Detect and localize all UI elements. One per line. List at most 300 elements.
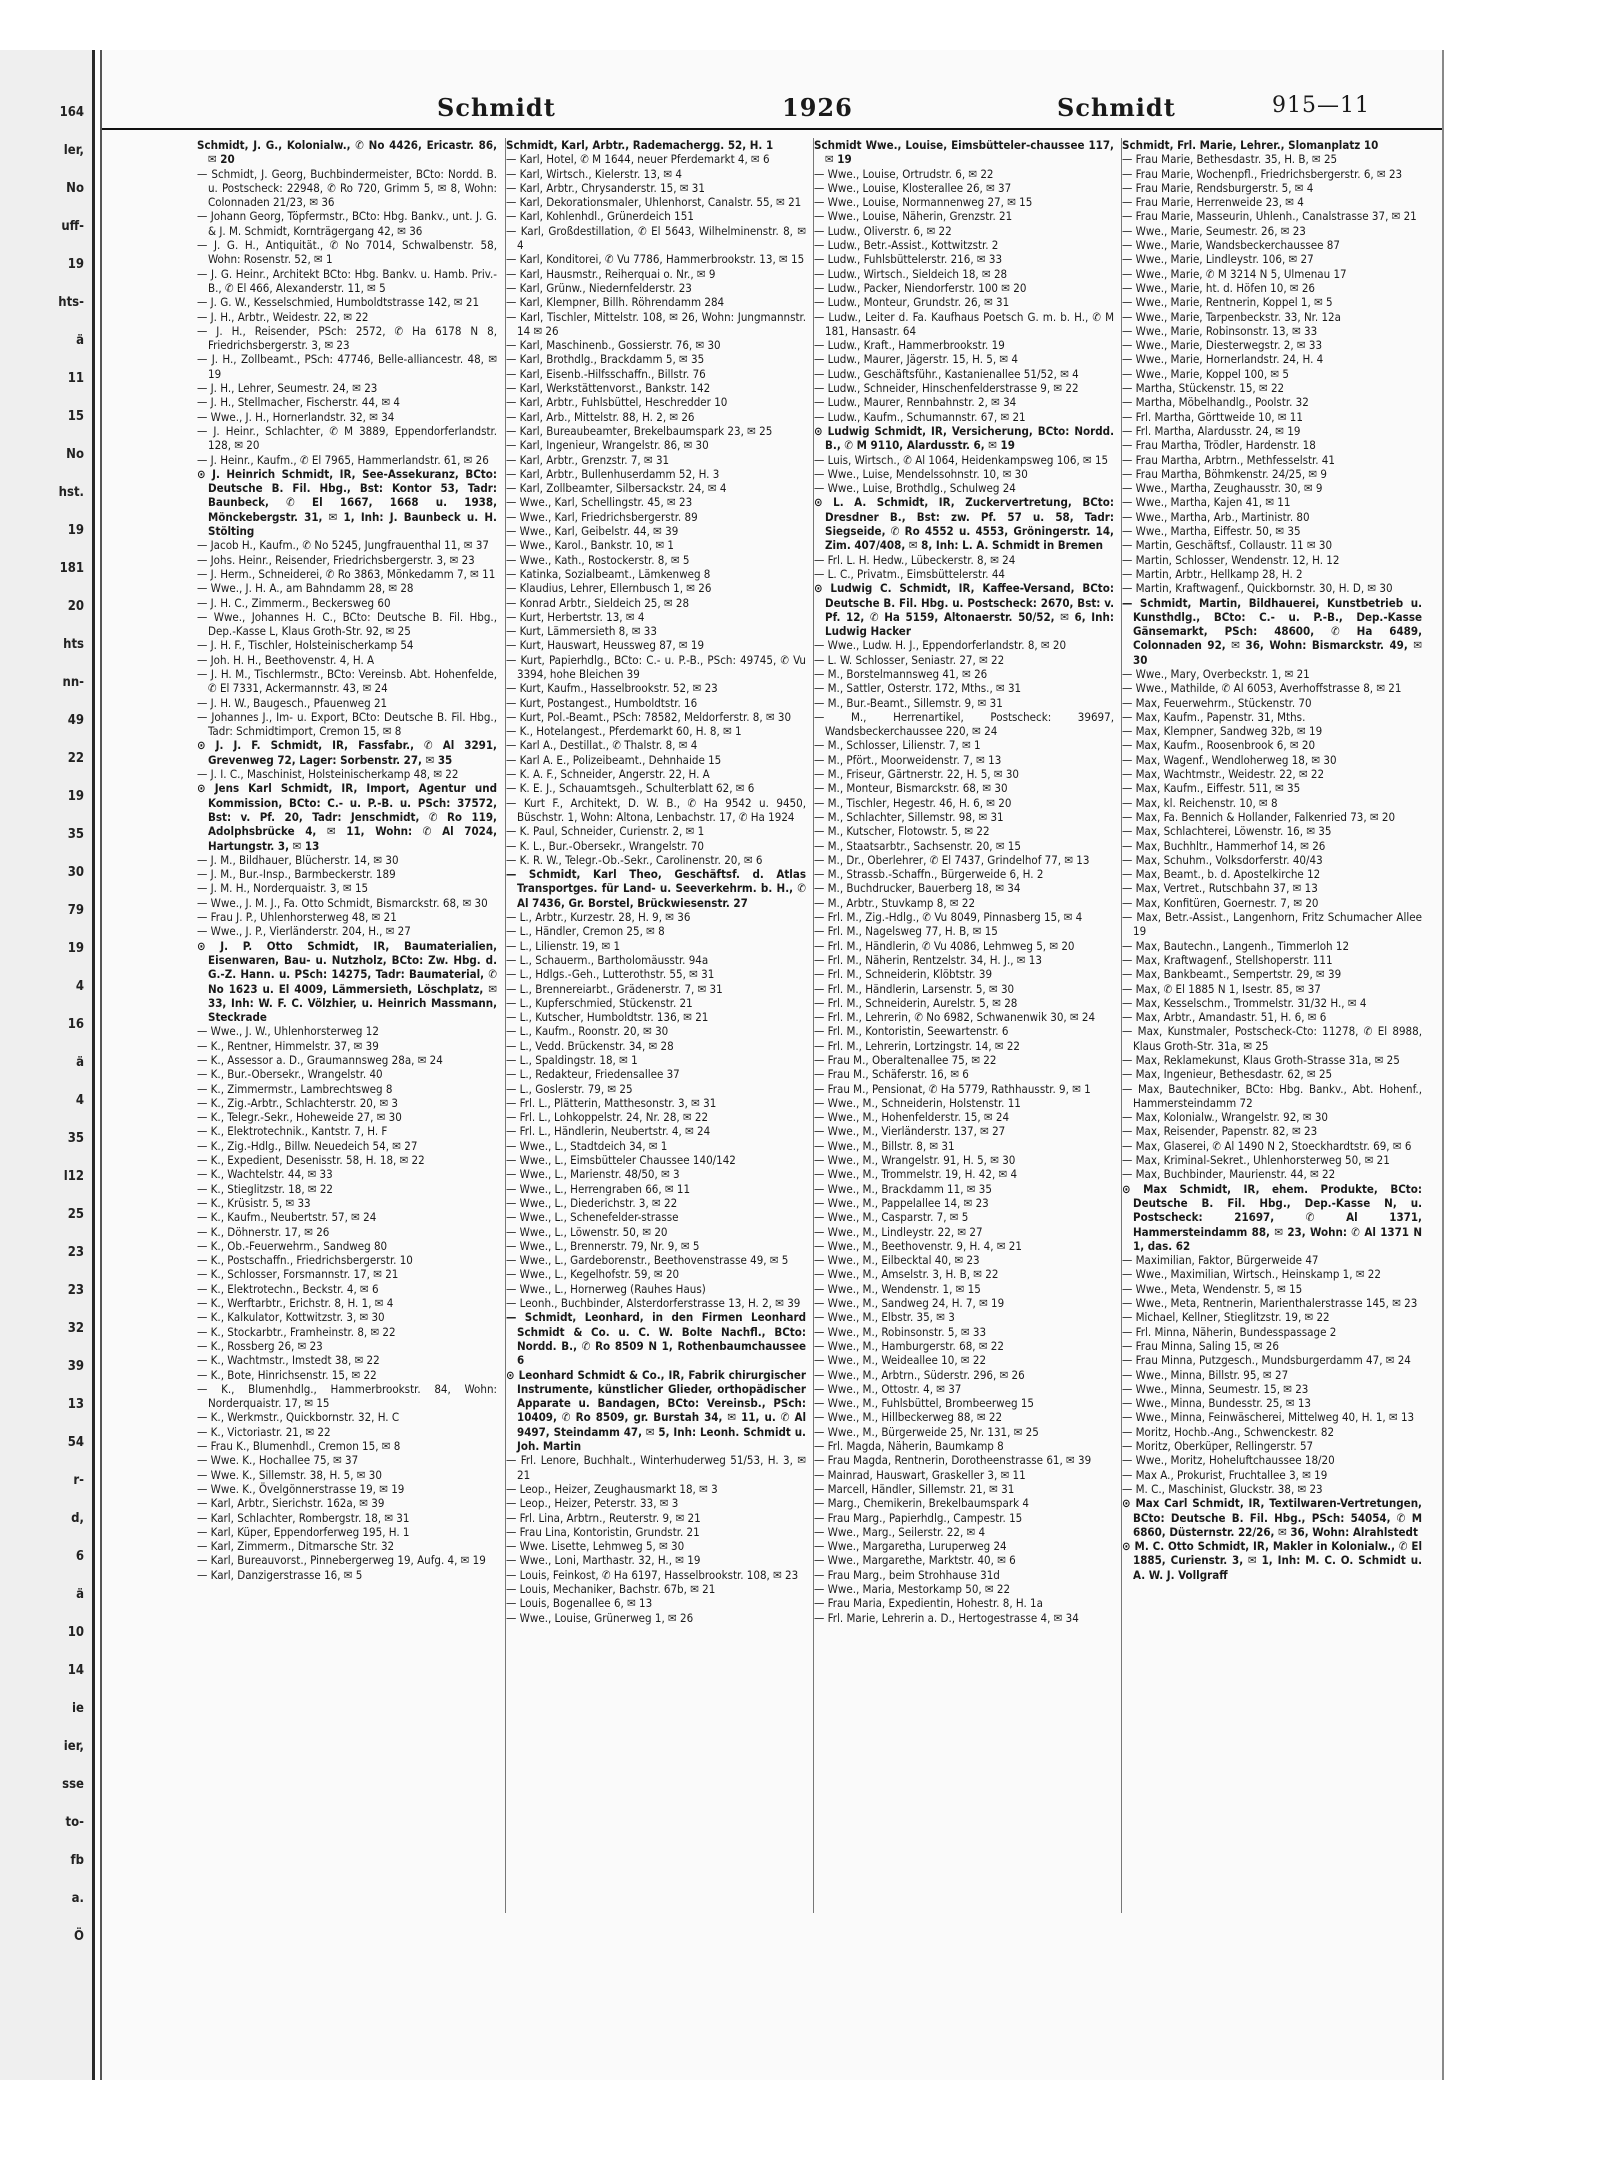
directory-entry: — Wwe., L., Marienstr. 48/50, ✉ 3 (506, 1167, 680, 1182)
directory-entry: — Frl. L., Händlerin, Neubertstr. 4, ✉ 24 (506, 1124, 711, 1139)
directory-entry: — Wwe., Marie, Seumestr. 26, ✉ 23 (1122, 223, 1306, 238)
directory-entry: — Karl, Zimmerm., Ditmarsche Str. 32 (197, 1539, 395, 1554)
left-page-fragment: ä (76, 333, 84, 348)
directory-entry: — Wwe., Karol., Bankstr. 10, ✉ 1 (506, 538, 674, 553)
directory-entry: — Wwe. K., Övelgönnerstrasse 19, ✉ 19 (197, 1481, 405, 1496)
directory-entry: — Karl, Kohlenhdl., Grünerdeich 151 (506, 209, 694, 224)
directory-entry: — K., Bur.-Obersekr., Wrangelstr. 40 (197, 1067, 383, 1082)
directory-entry: ⊙ M. C. Otto Schmidt, IR, Makler in Kolonialw., ✆ El 1885, Curienstr. 3, ✉ 1, Inh: M. C. O. Schmidt u. A. W. J. Vollgraff (1122, 1539, 1422, 1582)
column-1 (197, 138, 497, 1913)
directory-entry: — J. M. H., Norderquaistr. 3, ✉ 15 (197, 881, 369, 896)
directory-entry: — Wwe., Minna, Billstr. 95, ✉ 27 (1122, 1367, 1289, 1382)
directory-entry: — Wwe., M., Wendenstr. 1, ✉ 15 (814, 1281, 981, 1296)
directory-entry: — Leonh., Buchbinder, Alsterdorferstrasse 13, H. 2, ✉ 39 (506, 1296, 801, 1311)
directory-entry: — Max, Buchbinder, Maurienstr. 44, ✉ 22 (1122, 1167, 1336, 1182)
directory-entry: — Wwe., Marie, Rentnerin, Koppel 1, ✉ 5 (1122, 295, 1333, 310)
directory-entry: — Wwe. Lisette, Lehmweg 5, ✉ 30 (506, 1539, 685, 1554)
directory-entry: — Max, Fa. Bennich & Hollander, Falkenried 73, ✉ 20 (1122, 809, 1396, 824)
directory-entry: — Frl. L., Lohkoppelstr. 24, Nr. 28, ✉ 22 (506, 1110, 709, 1125)
left-page-fragment: hts (63, 637, 84, 652)
directory-entry: — L., Kutscher, Humboldtstr. 136, ✉ 21 (506, 1010, 709, 1025)
directory-entry: — Wwe., Kath., Rostockerstr. 8, ✉ 5 (506, 552, 690, 567)
directory-entry: — K., Ob.-Feuerwehrm., Sandweg 80 (197, 1238, 388, 1253)
directory-entry: — Max, Buchhltr., Hammerhof 14, ✉ 26 (1122, 838, 1326, 853)
directory-entry: — Jacob H., Kaufm., ✆ No 5245, Jungfrauenthal 11, ✉ 37 (197, 538, 489, 553)
directory-entry: — Max, Bautechniker, BCto: Hbg. Bankv., Abt. Hohenf., Hammersteindamm 72 (1122, 1081, 1422, 1110)
directory-entry: — L., Redakteur, Friedensallee 37 (506, 1067, 680, 1082)
directory-entry: — Wwe., Martha, Kajen 41, ✉ 11 (1122, 495, 1291, 510)
directory-entry: — L., Spaldingstr. 18, ✉ 1 (506, 1053, 638, 1067)
directory-entry: — Wwe. K., Sillemstr. 38, H. 5, ✉ 30 (197, 1467, 382, 1482)
directory-entry: — Wwe., M., Schneiderin, Holstenstr. 11 (814, 1095, 1021, 1110)
directory-entry: — Frau Martha, Trödler, Hardenstr. 18 (1122, 438, 1316, 453)
directory-entry: — K., Schlosser, Forsmannstr. 17, ✉ 21 (197, 1267, 399, 1282)
directory-entry: — Wwe., M., Fuhlsbüttel, Brombeerweg 15 (814, 1396, 1034, 1411)
directory-entry: — Wwe., L., Diederichstr. 3, ✉ 22 (506, 1195, 678, 1210)
directory-entry: — Max, Kunstmaler, Postscheck-Cto: 11278, ✆ El 8988, Klaus Groth-Str. 31a, ✉ 25 (1122, 1024, 1422, 1053)
directory-entry: — J. Herm., Schneiderei, ✆ Ro 3863, Mönkedamm 7, ✉ 11 (197, 566, 496, 581)
directory-entry: — Frau Martha, Arbtrn., Methfesselstr. 41 (1122, 452, 1335, 467)
directory-entry: — Wwe., M., Billstr. 8, ✉ 31 (814, 1138, 955, 1153)
directory-entry: — Frl. M., Schneiderin, Aurelstr. 5, ✉ 28 (814, 995, 1018, 1010)
directory-entry: — Wwe., Louise, Grünerweg 1, ✉ 26 (506, 1610, 694, 1625)
directory-entry: — J. G. Heinr., Architekt BCto: Hbg. Bankv. u. Hamb. Priv.-B., ✆ El 466, Alexanderstr. 11, ✉ 5 (197, 266, 497, 295)
directory-entry: — Frau Martha, Böhmkenstr. 24/25, ✉ 9 (1122, 466, 1327, 481)
left-page-fragment: fb (70, 1853, 84, 1868)
directory-entry: — Max, Bautechn., Langenh., Timmerloh 12 (1122, 938, 1350, 953)
directory-entry: — Wwe., L., Gardeborenstr., Beethovenstrasse 49, ✉ 5 (506, 1253, 789, 1268)
directory-entry: — Kurt, Lämmersieth 8, ✉ 33 (506, 624, 657, 639)
directory-entry: — K., Rentner, Himmelstr. 37, ✉ 39 (197, 1038, 379, 1053)
directory-entry: — L., Hdlgs.-Geh., Lutterothstr. 55, ✉ 31 (506, 967, 715, 982)
directory-entry: — K., Wachtmstr., Imstedt 38, ✉ 22 (197, 1353, 380, 1368)
directory-entry: — Max, Bankbeamt., Sempertstr. 29, ✉ 39 (1122, 967, 1342, 982)
directory-entry: — Konrad Arbtr., Sieldeich 25, ✉ 28 (506, 595, 690, 610)
left-page-fragment: ä (76, 1587, 84, 1602)
directory-entry: — K., Döhnerstr. 17, ✉ 26 (197, 1224, 330, 1239)
left-page-fragment: 32 (67, 1321, 84, 1336)
directory-entry: — Karl, Eisenb.-Hilfsschaffn., Billstr. 76 (506, 366, 706, 381)
directory-entry: — M. C., Maschinist, Gluckstr. 38, ✉ 23 (1122, 1481, 1323, 1496)
directory-entry: — L., Kupferschmied, Stückenstr. 21 (506, 995, 693, 1010)
directory-entry: — Wwe., M., Casparstr. 7, ✉ 5 (814, 1210, 969, 1225)
left-page-fragment: No (66, 181, 84, 196)
directory-entry: — Ludw., Maurer, Jägerstr. 15, H. 5, ✉ 4 (814, 352, 1018, 367)
directory-entry: — Wwe., J. H. A., am Bahndamm 28, ✉ 28 (197, 581, 414, 596)
directory-entry: — Wwe., Marie, Wandsbeckerchaussee 87 (1122, 238, 1340, 253)
directory-entry: — Frau K., Blumenhdl., Cremon 15, ✉ 8 (197, 1439, 401, 1454)
directory-entry: — Martin, Geschäftsf., Collaustr. 11 ✉ 30 (1122, 538, 1333, 553)
directory-entry: — J. H. M., Tischlermstr., BCto: Vereinsb. Abt. Hohenfelde, ✆ El 7331, Ackermannstr. 43, ✉ 24 (197, 666, 497, 696)
directory-entry: — Schmidt, J. Georg, Buchbindermeister, BCto: Nordd. B. u. Postscheck: 22948, ✆ Ro 720, Grimm 5, ✉ 8, Wohn: Colonnaden 21/23, ✉ 36 (197, 166, 497, 210)
directory-entry: — K. A. F., Schneider, Angerstr. 22, H. A (506, 767, 710, 782)
left-page-fragment: 19 (67, 789, 84, 804)
directory-entry: — Max, Glaserei, ✆ Al 1490 N 2, Stoeckhardtstr. 69, ✉ 6 (1122, 1138, 1412, 1153)
directory-entry: — Wwe., L., Kegelhofstr. 59, ✉ 20 (506, 1267, 680, 1282)
directory-entry: Schmidt, J. G., Kolonialw., ✆ No 4426, Ericastr. 86, ✉ 20 (197, 138, 497, 167)
directory-entry: — K., Zig.-Hdlg., Billw. Neuedeich 54, ✉ 27 (197, 1138, 418, 1153)
directory-entry: — J. M., Bur.-Insp., Barmbeckerstr. 189 (197, 867, 396, 882)
directory-entry: — Maximilian, Faktor, Bürgerweide 47 (1122, 1253, 1319, 1268)
directory-entry: — Wwe., J. W., Uhlenhorsterweg 12 (197, 1024, 379, 1039)
directory-entry: — K., Telegr.-Sekr., Hoheweide 27, ✉ 30 (197, 1110, 402, 1125)
left-page-fragment: 15 (67, 409, 84, 424)
directory-entry: — Frl. M., Näherin, Rentzelstr. 34, H. J., ✉ 13 (814, 952, 1042, 967)
directory-entry: — Ludw., Geschäftsführ., Kastanienallee 51/52, ✉ 4 (814, 366, 1079, 381)
directory-entry: — Ludw., Kraft., Hammerbrookstr. 19 (814, 338, 1005, 353)
directory-entry: — Frau Marg., beim Strohhause 31d (814, 1567, 1000, 1582)
directory-entry: — Wwe., M., Arbtrn., Süderstr. 296, ✉ 26 (814, 1367, 1025, 1382)
directory-entry: — Frau Minna, Saling 15, ✉ 26 (1122, 1338, 1279, 1353)
directory-entry: — Wwe., Minna, Seumestr. 15, ✉ 23 (1122, 1381, 1309, 1396)
directory-entry: — Wwe., M., Brackdamm 11, ✉ 35 (814, 1181, 992, 1196)
left-page-fragment: 23 (67, 1283, 84, 1298)
left-page-strip (0, 50, 95, 2080)
directory-entry: — Max, Vertret., Rutschbahn 37, ✉ 13 (1122, 881, 1318, 896)
directory-entry: — Wwe., Maria, Mestorkamp 50, ✉ 22 (814, 1581, 1011, 1596)
directory-entry: — K. R. W., Telegr.-Ob.-Sekr., Carolinenstr. 20, ✉ 6 (506, 852, 763, 867)
directory-entry: — K. Paul, Schneider, Curienstr. 2, ✉ 1 (506, 824, 705, 839)
left-page-fragment: ler, (63, 143, 84, 158)
left-page-fragment: sse (62, 1777, 84, 1792)
directory-entry: — K., Wachtelstr. 44, ✉ 33 (197, 1167, 333, 1182)
directory-entry: — M., Strassb.-Schaffn., Bürgerweide 6, H. 2 (814, 867, 1044, 882)
directory-entry: — Wwe., M., Wrangelstr. 91, H. 5, ✉ 30 (814, 1153, 1016, 1168)
left-page-fragment: 4 (75, 1093, 84, 1108)
directory-entry: — Luis, Wirtsch., ✆ Al 1064, Heidenkampsweg 106, ✉ 15 (814, 452, 1109, 467)
directory-entry: — M., Schlosser, Lilienstr. 7, ✉ 1 (814, 738, 981, 753)
directory-entry: — Karl, Werkstättenvorst., Bankstr. 142 (506, 381, 711, 396)
directory-entry: — Karl, Arbtr., Bullenhuserdamm 52, H. 3 (506, 466, 720, 481)
directory-entry: — Karl A. E., Polizeibeamt., Dehnhaide 15 (506, 752, 722, 767)
directory-entry: ⊙ Jens Karl Schmidt, IR, Import, Agentur und Kommission, BCto: C.- u. P.-B. u. PSch: 37572, Bst: v. Pf. 20, Tadr: Jenschmidt, ✆ Ro 119, Adolphsbrücke 4, ✉ 11, Wohn: ✆ Al 7024, Hartungstr. 3, ✉ 13 (197, 781, 497, 853)
directory-entry: — Klaudius, Lehrer, Ellernbusch 1, ✉ 26 (506, 581, 712, 596)
directory-entry: — K., Postschaffn., Friedrichsbergerstr. 10 (197, 1253, 413, 1268)
directory-entry: — Frl. Lenore, Buchhalt., Winterhuderweg 51/53, H. 3, ✉ 21 (506, 1453, 806, 1482)
directory-entry: — Karl, Tischler, Mittelstr. 108, ✉ 26, Wohn: Jungmannstr. 14 ✉ 26 (506, 309, 806, 338)
directory-entry: — M., Pfört., Moorweidenstr. 7, ✉ 13 (814, 752, 1002, 767)
directory-entry: — Wwe., M., Lindleystr. 22, ✉ 27 (814, 1224, 983, 1239)
directory-entry: — Martin, Arbtr., Hellkamp 28, H. 2 (1122, 566, 1303, 581)
directory-entry: ⊙ Ludwig C. Schmidt, IR, Kaffee-Versand, BCto: Deutsche B. Fil. Hbg. u. Postscheck: 2670, Bst: v. Pf. 12, ✆ Ha 5159, Altonaerstr. 50/52, ✉ 6, Inh: Ludwig Hacker (814, 581, 1114, 639)
directory-entry: — J. H. C., Zimmerm., Beckersweg 60 (197, 595, 391, 610)
directory-entry: — Max, Wagenf., Wendloherweg 18, ✉ 30 (1122, 752, 1337, 767)
directory-entry: — Wwe., Marie, Hornerlandstr. 24, H. 4 (1122, 352, 1324, 367)
directory-entry: — Max, Klempner, Sandweg 32b, ✉ 19 (1122, 724, 1323, 739)
directory-entry: — Johannes J., Im- u. Export, BCto: Deutsche B. Fil. Hbg., Tadr: Schmidtimport, Cremon 15, ✉ 8 (197, 709, 497, 739)
directory-entry: — Frl. M., Zig.-Hdlg., ✆ Vu 8049, Pinnasberg 15, ✉ 4 (814, 910, 1083, 925)
directory-entry: — Wwe., Marie, Lindleystr. 106, ✉ 27 (1122, 252, 1314, 267)
left-page-fragment: 19 (67, 257, 84, 272)
left-page-fragment: 6 (75, 1549, 84, 1564)
directory-entry: — Max, Feuerwehrm., Stückenstr. 70 (1122, 695, 1312, 710)
entry-columns (197, 138, 1427, 1913)
directory-entry: — Wwe., M., Hamburgerstr. 68, ✉ 22 (814, 1338, 1004, 1353)
directory-entry: — J. H., Reisender, PSch: 2572, ✆ Ha 6178 N 8, Friedrichsbergerstr. 3, ✉ 23 (197, 323, 497, 353)
left-page-fragment: 35 (67, 827, 84, 842)
directory-entry: — Wwe., Loni, Marthastr. 32, H., ✉ 19 (506, 1553, 701, 1568)
directory-entry: ⊙ Leonhard Schmidt & Co., IR, Fabrik chirurgischer Instrumente, künstlicher Glieder, orthopädischer Apparate u. Bandagen, BCto: Vereinsb., PSch: 10409, ✆ Ro 8509, gr. Burstah 34, ✉ 11, u. ✆ Al 9497, Steindamm 47, ✉ 5, Inh: Leonh. Schmidt u. Joh. Martin (506, 1367, 806, 1454)
directory-entry: — J. H., Stellmacher, Fischerstr. 44, ✉ 4 (197, 395, 401, 410)
directory-entry: — Frau Minna, Putzgesch., Mundsburgerdamm 47, ✉ 24 (1122, 1353, 1411, 1368)
left-page-fragment: 10 (67, 1625, 84, 1640)
directory-entry: — Karl, Arb., Mittelstr. 88, H. 2, ✉ 26 (506, 409, 695, 424)
directory-entry: — Wwe., Marie, ✆ M 3214 N 5, Ulmenau 17 (1122, 266, 1347, 281)
left-page-fragment: ie (72, 1701, 84, 1716)
left-page-fragment: Ö (74, 1929, 84, 1944)
column-2 (505, 138, 806, 1913)
directory-entry: ⊙ Ludwig Schmidt, IR, Versicherung, BCto: Nordd. B., ✆ M 9110, Alardusstr. 6, ✉ 19 (814, 423, 1114, 453)
directory-entry: — M., Friseur, Gärtnerstr. 22, H. 5, ✉ 30 (814, 767, 1019, 782)
directory-entry: — K., Werftarbtr., Erichstr. 8, H. 1, ✉ 4 (197, 1296, 394, 1311)
directory-entry: — Ludw., Fuhlsbüttelerstr. 216, ✉ 33 (814, 252, 1003, 267)
directory-entry: — Frl. M., Kontoristin, Seewartenstr. 6 (814, 1024, 1009, 1039)
directory-entry: — Wwe., M., Eilbecktal 40, ✉ 23 (814, 1253, 980, 1268)
directory-entry: — Karl, Hausmstr., Reiherquai o. Nr., ✉ 9 (506, 266, 716, 281)
directory-entry: — Wwe., Louise, Ortrudstr. 6, ✉ 22 (814, 166, 994, 181)
directory-entry: — Karl, Konditorei, ✆ Vu 7786, Hammerbrookstr. 13, ✉ 15 (506, 252, 805, 267)
directory-entry: — Frl. L. H. Hedw., Lübeckerstr. 8, ✉ 24 (814, 552, 1016, 567)
directory-entry: — Karl, Wirtsch., Kielerstr. 13, ✉ 4 (506, 166, 682, 181)
left-page-fragment: 14 (67, 1663, 84, 1678)
directory-entry: — Frau Magda, Rentnerin, Dorotheenstrasse 61, ✉ 39 (814, 1453, 1092, 1468)
directory-entry: — Wwe., M., Robinsonstr. 5, ✉ 33 (814, 1324, 987, 1339)
directory-entry: — Max, Kaufm., Roosenbrook 6, ✉ 20 (1122, 738, 1316, 753)
directory-entry: — Max, Ingenieur, Bethesdastr. 62, ✉ 25 (1122, 1067, 1333, 1082)
directory-entry: — Wwe., M., Weideallee 10, ✉ 22 (814, 1353, 987, 1368)
directory-entry: — Kurt, Postangest., Humboldtstr. 16 (506, 695, 698, 710)
directory-entry: — Wwe., M., Pappelallee 14, ✉ 23 (814, 1195, 989, 1210)
directory-entry: — Wwe., Meta, Wendenstr. 5, ✉ 15 (1122, 1281, 1303, 1296)
directory-entry: ⊙ J. J. F. Schmidt, IR, Fassfabr., ✆ Al 3291, Grevenweg 72, Lager: Sorbenstr. 27, ✉ 35 (197, 738, 497, 767)
directory-entry: — K., Werkmstr., Quickbornstr. 32, H. C (197, 1410, 400, 1425)
left-page-fragment: to- (65, 1815, 84, 1830)
directory-entry: — Frau Marie, Herrenweide 23, ✉ 4 (1122, 195, 1304, 210)
directory-entry: — Karl, Dekorationsmaler, Uhlenhorst, Canalstr. 55, ✉ 21 (506, 195, 802, 210)
directory-entry: — Ludw., Kaufm., Schumannstr. 67, ✉ 21 (814, 409, 1026, 424)
directory-entry: — Wwe., Martha, Eiffestr. 50, ✉ 35 (1122, 524, 1301, 539)
directory-entry: — K., Stockarbtr., Framheinstr. 8, ✉ 22 (197, 1324, 396, 1339)
directory-entry: — Frl. Magda, Näherin, Baumkamp 8 (814, 1439, 1004, 1454)
directory-entry: — Wwe., Moritz, Hoheluftchaussee 18/20 (1122, 1453, 1335, 1468)
directory-entry: — Moritz, Hochb.-Ang., Schwenckestr. 82 (1122, 1424, 1335, 1439)
directory-entry: — K., Zimmermstr., Lambrechtsweg 8 (197, 1081, 393, 1096)
directory-entry: — Martha, Möbelhandlg., Poolstr. 32 (1122, 395, 1309, 410)
directory-entry: ⊙ J. Heinrich Schmidt, IR, See-Assekuranz, BCto: Deutsche B. Fil. Hbg., Bst: Kontor 53, Tadr: Baunbeck, ✆ El 1667, 1668 u. 1938, Mönckebergstr. 31, ✉ 1, Inh: J. Baunbeck u. H. Stölting (197, 466, 497, 539)
directory-entry: — M., Tischler, Hegestr. 46, H. 6, ✉ 20 (814, 795, 1012, 810)
directory-entry: — Max, Wachtmstr., Weidestr. 22, ✉ 22 (1122, 767, 1325, 782)
directory-entry: ⊙ Max Carl Schmidt, IR, Textilwaren-Vertretungen, BCto: Deutsche B. Fil. Hbg., PSch: 54054, ✆ M 6860, Düsternstr. 22/26, ✉ 36, Wohn: Alrahlstedt (1122, 1496, 1422, 1539)
directory-entry: — Ludw., Schneider, Hinschenfelderstrasse 9, ✉ 22 (814, 381, 1079, 396)
directory-entry: — K., Blumenhdlg., Hammerbrookstr. 84, Wohn: Norderquaistr. 17, ✉ 15 (197, 1381, 497, 1411)
directory-entry: — K., Rossberg 26, ✉ 23 (197, 1338, 323, 1353)
directory-entry: — K., Stieglitzstr. 18, ✉ 22 (197, 1181, 334, 1196)
directory-entry: — Wwe., M., Ottostr. 4, ✉ 37 (814, 1381, 962, 1396)
directory-entry: — Max, Kolonialw., Wrangelstr. 92, ✉ 30 (1122, 1110, 1328, 1125)
directory-entry: — Karl, Ingenieur, Wrangelstr. 86, ✉ 30 (506, 438, 709, 453)
directory-entry: — Kurt, Hauswart, Heussweg 87, ✉ 19 (506, 638, 705, 653)
directory-entry: — Max, Kaufm., Eiffestr. 511, ✉ 35 (1122, 781, 1301, 796)
directory-entry: — J. G. H., Antiquität., ✆ No 7014, Schwalbenstr. 58, Wohn: Rosenstr. 52, ✉ 1 (197, 238, 497, 267)
directory-entry: — Karl, Hotel, ✆ M 1644, neuer Pferdemarkt 4, ✉ 6 (506, 152, 770, 167)
directory-entry: — Karl, Danzigerstrasse 16, ✉ 5 (197, 1567, 363, 1582)
directory-entry: — Wwe., M., Hohenfelderstr. 15, ✉ 24 (814, 1110, 1010, 1125)
directory-entry: — Wwe., Maximilian, Wirtsch., Heinskamp 1, ✉ 22 (1122, 1267, 1381, 1282)
directory-entry: — Frl. Marie, Lehrerin a. D., Hertogestrasse 4, ✉ 34 (814, 1610, 1079, 1625)
directory-entry: — Max, ✆ El 1885 N 1, Isestr. 85, ✉ 37 (1122, 981, 1321, 996)
left-page-fragment: 54 (67, 1435, 84, 1450)
directory-entry: — J. H. F., Tischler, Holsteinischerkamp 54 (197, 638, 414, 653)
directory-entry: — K., Elektrotechn., Beckstr. 4, ✉ 6 (197, 1281, 379, 1296)
left-page-fragment: 22 (67, 751, 84, 766)
left-page-fragment: ier, (63, 1739, 84, 1754)
directory-entry: — Ludw., Betr.-Assist., Kottwitzstr. 2 (814, 238, 999, 253)
directory-entry: — Karl, Brothdlg., Brackdamm 5, ✉ 35 (506, 352, 705, 367)
directory-entry: — Frau Marie, Masseurin, Uhlenh., Canalstrasse 37, ✉ 21 (1122, 209, 1417, 224)
directory-entry: — Karl, Bureauvorst., Pinnebergerweg 19, Aufg. 4, ✉ 19 (197, 1553, 486, 1568)
directory-entry: — Kurt, Herbertstr. 13, ✉ 4 (506, 609, 645, 624)
directory-entry: — Ludw., Oliverstr. 6, ✉ 22 (814, 223, 952, 238)
directory-entry: ⊙ Max Schmidt, IR, ehem. Produkte, BCto: Deutsche B. Fil. Hbg., Dep.-Kasse N, u. Postscheck: 21697, ✆ Al 1371, Hammersteindamm 88, ✉ 23, Wohn: ✆ Al 1371 N 1, das. 62 (1122, 1181, 1422, 1253)
directory-entry: — Max, Konfitüren, Goernestr. 7, ✉ 20 (1122, 895, 1319, 910)
directory-entry: — Frau M., Schäferstr. 16, ✉ 6 (814, 1067, 969, 1082)
directory-entry: — Frl. L., Plätterin, Matthesonstr. 3, ✉ 31 (506, 1095, 717, 1110)
directory-entry: — Wwe., Marie, Tarpenbeckstr. 33, Nr. 12a (1122, 309, 1341, 324)
directory-entry: — Frau M., Pensionat, ✆ Ha 5779, Rathhausstr. 9, ✉ 1 (814, 1081, 1091, 1096)
directory-entry: — K., Hotelangest., Pferdemarkt 60, H. 8, ✉ 1 (506, 724, 742, 739)
directory-entry: — L. C., Privatm., Eimsbüttelerstr. 44 (814, 566, 1006, 581)
directory-entry: — Wwe., M., Amselstr. 3, H. B, ✉ 22 (814, 1267, 999, 1282)
directory-entry: — K., Assessor a. D., Graumannsweg 28a, ✉ 24 (197, 1053, 443, 1067)
directory-entry: — Frau Marie, Rendsburgerstr. 5, ✉ 4 (1122, 180, 1314, 195)
directory-entry: — Karl, Arbtr., Grenzstr. 7, ✉ 31 (506, 452, 670, 467)
directory-entry: — Ludw., Monteur, Grundstr. 26, ✉ 31 (814, 295, 1010, 310)
directory-entry: — Wwe., Karl, Friedrichsbergerstr. 89 (506, 509, 698, 524)
directory-entry: — M., Schlachter, Sillemstr. 98, ✉ 31 (814, 809, 1004, 824)
directory-entry: — Wwe., Marg., Seilerstr. 22, ✉ 4 (814, 1524, 986, 1539)
directory-entry: — M., Dr., Oberlehrer, ✆ El 7437, Grindelhof 77, ✉ 13 (814, 852, 1090, 867)
directory-entry: — Kurt, Kaufm., Hasselbrookstr. 52, ✉ 23 (506, 681, 718, 696)
directory-entry: — Frl. Martha, Görttweide 10, ✉ 11 (1122, 409, 1303, 424)
directory-entry: — Louis, Feinkost, ✆ Ha 6197, Hasselbrookstr. 108, ✉ 23 (506, 1567, 799, 1582)
left-page-fragment: 181 (59, 561, 84, 576)
directory-entry: — Wwe., Meta, Rentnerin, Marienthalerstrasse 145, ✉ 23 (1122, 1296, 1418, 1311)
directory-entry: — J. I. C., Maschinist, Holsteinischerkamp 48, ✉ 22 (197, 767, 459, 782)
directory-entry: — Frl. M., Lehrerin, ✆ No 6982, Schwanenwik 30, ✉ 24 (814, 1010, 1096, 1025)
directory-entry: — M., Borstelmannsweg 41, ✉ 26 (814, 666, 988, 681)
directory-entry: — Wwe., Karl, Geibelstr. 44, ✉ 39 (506, 524, 679, 539)
directory-entry: — Kurt F., Architekt, D. W. B., ✆ Ha 9542 u. 9450, Büschstr. 1, Wohn: Altona, Lenbachstr. 17, ✆ Ha 1924 (506, 795, 806, 824)
left-page-fragment: No (66, 447, 84, 462)
directory-entry: — Frl. Minna, Näherin, Bundesspassage 2 (1122, 1324, 1337, 1339)
directory-entry: — M., Kutscher, Flotowstr. 5, ✉ 22 (814, 824, 990, 839)
directory-entry: — Frau Maria, Expedientin, Hohestr. 8, H. 1a (814, 1596, 1043, 1611)
directory-entry: — Wwe., L., Schenefelder-strasse (506, 1210, 679, 1225)
left-page-fragment: hst. (58, 485, 84, 500)
directory-entry: — Karl, Arbtr., Fuhlsbüttel, Heschredder 10 (506, 395, 728, 410)
directory-entry: — Max, Kriminal-Sekret., Uhlenhorsterweg 50, ✉ 21 (1122, 1153, 1390, 1168)
header-left-name: Schmidt (437, 93, 556, 122)
left-page-fragment: 4 (75, 979, 84, 994)
directory-entry: — K., Krüsistr. 5, ✉ 33 (197, 1195, 311, 1210)
directory-entry: — Karl, Bureaubeamter, Brekelbaumspark 23, ✉ 25 (506, 423, 773, 438)
column-3 (813, 138, 1114, 1913)
directory-entry: — Max, kl. Reichenstr. 10, ✉ 8 (1122, 795, 1278, 810)
directory-entry: — Wwe., Marie, ht. d. Höfen 10, ✉ 26 (1122, 280, 1316, 295)
directory-entry: — Frau Marie, Bethesdastr. 35, H. B, ✉ 25 (1122, 152, 1338, 167)
directory-entry: — L., Schauerm., Bartholomäusstr. 94a (506, 952, 709, 967)
directory-entry: — L., Vedd. Brückenstr. 34, ✉ 28 (506, 1038, 674, 1053)
directory-entry: — Karl, Klempner, Billh. Röhrendamm 284 (506, 295, 725, 310)
directory-entry: — Frau J. P., Uhlenhorsterweg 48, ✉ 21 (197, 910, 397, 925)
directory-entry: — Wwe., J. P., Vierländerstr. 204, H., ✉ 27 (197, 924, 411, 939)
directory-entry: — Karl, Zollbeamter, Silbersackstr. 24, ✉ 4 (506, 481, 727, 496)
directory-entry: — Wwe., J. M. J., Fa. Otto Schmidt, Bismarckstr. 68, ✉ 30 (197, 895, 488, 910)
directory-entry: — Leop., Heizer, Zeughausmarkt 18, ✉ 3 (506, 1481, 718, 1496)
left-page-fragment: 13 (67, 1397, 84, 1412)
left-page-fragment: 11 (67, 371, 84, 386)
directory-entry: — Marg., Chemikerin, Brekelbaumspark 4 (814, 1496, 1029, 1511)
directory-entry: — Wwe., Mathilde, ✆ Al 6053, Averhoffstrasse 8, ✉ 21 (1122, 681, 1402, 696)
directory-entry: — Max, Schlachterei, Löwenstr. 16, ✉ 35 (1122, 824, 1332, 839)
left-page-fragment: 49 (67, 713, 84, 728)
directory-entry: — Max, Reisender, Papenstr. 82, ✉ 23 (1122, 1124, 1318, 1139)
directory-entry: — Wwe., M., Sandweg 24, H. 7, ✉ 19 (814, 1296, 1005, 1311)
directory-entry: — Wwe., L., Herrengraben 66, ✉ 11 (506, 1181, 691, 1196)
directory-entry: — Moritz, Oberküper, Rellingerstr. 57 (1122, 1439, 1314, 1454)
directory-entry: — K., Expedient, Desenisstr. 58, H. 18, ✉ 22 (197, 1153, 425, 1168)
directory-entry: — Kurt, Pol.-Beamt., PSch: 78582, Meldorferstr. 8, ✉ 30 (506, 709, 792, 724)
directory-entry: — M., Buchdrucker, Bauerberg 18, ✉ 34 (814, 881, 1021, 896)
left-page-fragment: d, (71, 1511, 84, 1526)
directory-entry: — J. H., Zollbeamt., PSch: 47746, Belle-alliancestr. 48, ✉ 19 (197, 352, 497, 381)
directory-entry: — Wwe., Marie, Diesterwegstr. 2, ✉ 33 (1122, 338, 1323, 353)
directory-entry: — K., Elektrotechnik., Kantstr. 7, H. F (197, 1124, 388, 1139)
directory-entry: — Louis, Bogenallee 6, ✉ 13 (506, 1596, 653, 1611)
directory-entry: — Wwe., L., Brennerstr. 79, Nr. 9, ✉ 5 (506, 1238, 700, 1253)
directory-entry: — Wwe., M., Vierländerstr. 137, ✉ 27 (814, 1124, 1006, 1139)
directory-entry: — L., Kaufm., Roonstr. 20, ✉ 30 (506, 1024, 669, 1039)
directory-entry: — M., Sattler, Osterstr. 172, Mths., ✉ 31 (814, 681, 1022, 696)
directory-entry: — Schmidt, Leonhard, in den Firmen Leonhard Schmidt & Co. u. C. W. Bolte Nachfl., BCto: Nordd. B., ✆ Ro 8509 N 1, Rothenbaumchaussee 6 (506, 1310, 806, 1368)
directory-entry: — K. L., Bur.-Obersekr., Wrangelstr. 70 (506, 838, 704, 853)
directory-entry: — Wwe., Mary, Overbeckstr. 1, ✉ 21 (1122, 666, 1310, 681)
directory-entry: — Martha, Stückenstr. 15, ✉ 22 (1122, 381, 1285, 396)
directory-entry: — Wwe., Louise, Näherin, Grenzstr. 21 (814, 209, 1013, 224)
directory-entry: — Max A., Prokurist, Fruchtallee 3, ✉ 19 (1122, 1467, 1328, 1482)
directory-entry: — Frl. M., Nagelsweg 77, H. B, ✉ 15 (814, 924, 998, 939)
directory-entry: — L., Brennereiarbt., Grädenerstr. 7, ✉ 31 (506, 981, 723, 996)
directory-entry: — Karl, Arbtr., Sierichstr. 162a, ✉ 39 (197, 1496, 385, 1511)
left-page-fragment: 20 (67, 599, 84, 614)
directory-entry: — Max, Kaufm., Papenstr. 31, Mths. (1122, 709, 1306, 724)
directory-entry: — J. M., Bildhauer, Blücherstr. 14, ✉ 30 (197, 852, 399, 867)
directory-entry: — Frau Marg., Papierhdlg., Campestr. 15 (814, 1510, 1023, 1525)
left-page-fragment: 16 (67, 1017, 84, 1032)
directory-entry: — Wwe., L., Hornerweg (Rauhes Haus) (506, 1281, 706, 1296)
directory-entry: — Max, Kesselschm., Trommelstr. 31/32 H., ✉ 4 (1122, 995, 1367, 1010)
directory-entry: — Schmidt, Martin, Bildhauerei, Kunstbetrieb u. Kunsthdlg., BCto: C.- u. P.-B., Dep.-Kasse Gänsemarkt, PSch: 48600, ✆ Ha 6489, Colonnaden 92, ✉ 36, Wohn: Bismarckstr. 49, ✉ 30 (1122, 595, 1422, 667)
directory-entry: ⊙ L. A. Schmidt, IR, Zuckervertretung, BCto: Dresdner B., Bst: zw. Pf. 57 u. 58, Tadr: Siegseide, ✆ Ro 4552 u. 4553, Gröningerstr. 14, Zim. 407/408, ✉ 8, Inh: L. A. Schmidt in Bremen (814, 495, 1114, 553)
directory-entry: — Wwe., Karl, Schellingstr. 45, ✉ 23 (506, 495, 693, 510)
directory-entry: — Frl. Martha, Alardusstr. 24, ✉ 19 (1122, 423, 1301, 438)
directory-entry: — K., Victoriastr. 21, ✉ 22 (197, 1424, 331, 1439)
directory-entry: — K., Bote, Hinrichsenstr. 15, ✉ 22 (197, 1367, 377, 1382)
directory-entry: — L., Händler, Cremon 25, ✉ 8 (506, 924, 665, 939)
directory-entry: — Wwe., M., Bürgerweide 25, Nr. 131, ✉ 25 (814, 1424, 1039, 1439)
directory-entry: — J. Heinr., Schlachter, ✆ M 3889, Eppendorferlandstr. 128, ✉ 20 (197, 423, 497, 453)
directory-entry: — Frau Lina, Kontoristin, Grundstr. 21 (506, 1524, 700, 1539)
